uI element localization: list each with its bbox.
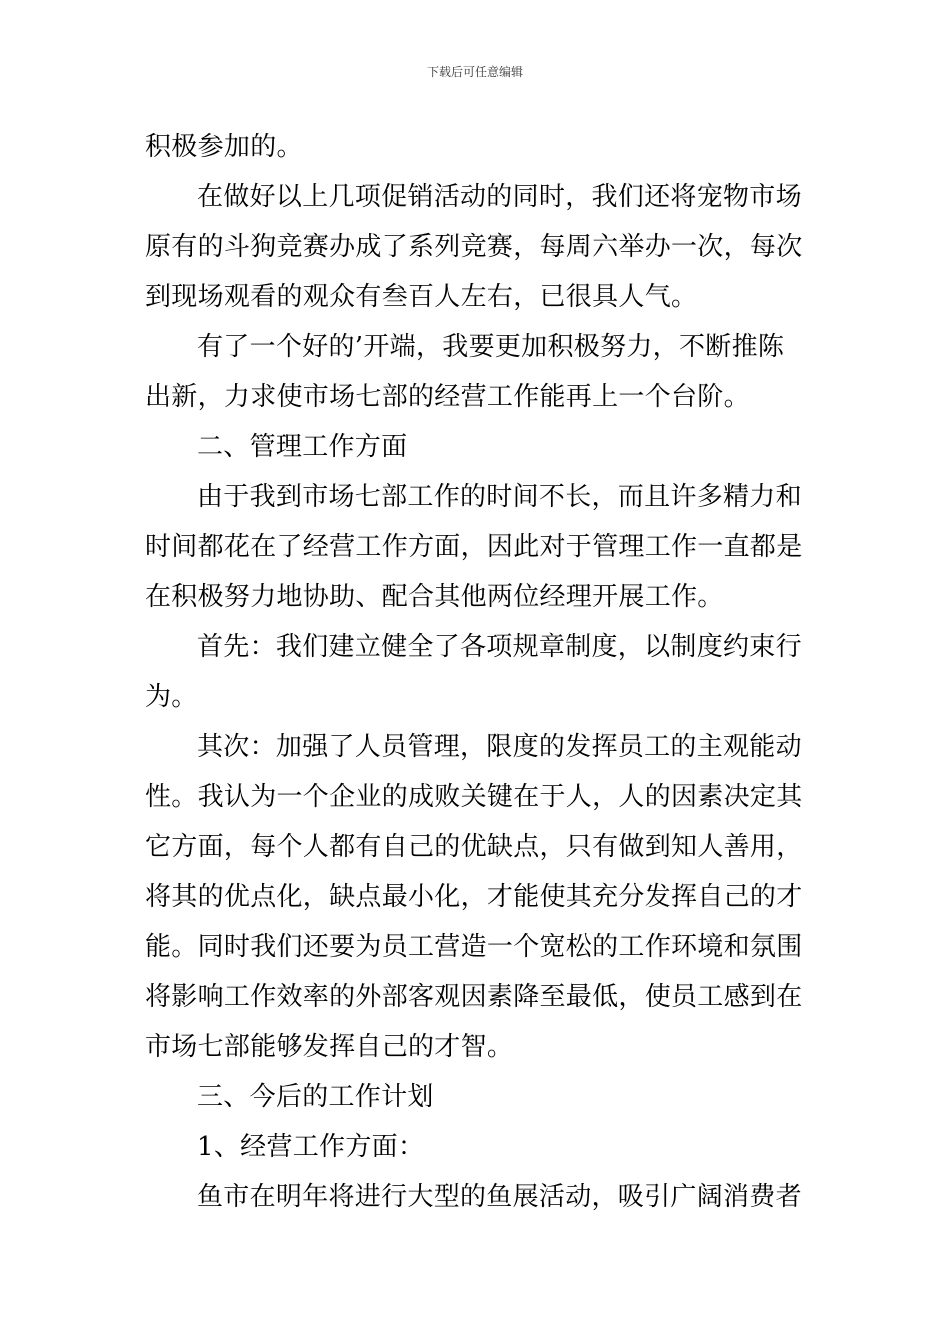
section-heading: 三、今后的工作计划 (197, 1082, 434, 1112)
page-header-note: 下载后可任意编辑 (426, 65, 523, 79)
text-line: 将其的优点化，缺点最小化，才能使其充分发挥自己的才 (145, 882, 803, 912)
text-line: 到现场观看的观众有叁百人左右，已很具人气。 (145, 282, 698, 312)
subsection-heading: 1、经营工作方面： (197, 1132, 425, 1162)
text-line: 在积极努力地协助、配合其他两位经理开展工作。 (145, 582, 724, 612)
text-line: 其次：加强了人员管理，限度的发挥员工的主观能动 (197, 732, 802, 762)
text-line: 由于我到市场七部工作的时间不长，而且许多精力和 (197, 482, 802, 512)
text-line: 它方面，每个人都有自己的优缺点，只有做到知人善用， (145, 832, 803, 862)
text-line: 时间都花在了经营工作方面，因此对于管理工作一直都是 (145, 532, 803, 562)
section-heading: 二、管理工作方面 (197, 432, 408, 462)
text-line: 性。我认为一个企业的成败关键在于人，人的因素决定其 (145, 782, 803, 812)
text-line: 首先：我们建立健全了各项规章制度，以制度约束行 (197, 632, 802, 662)
text-line: 原有的斗狗竞赛办成了系列竞赛，每周六举办一次，每次 (145, 232, 803, 262)
text-line: 在做好以上几项促销活动的同时，我们还将宠物市场 (197, 182, 802, 212)
text-line: 鱼市在明年将进行大型的鱼展活动，吸引广阔消费者 (197, 1182, 802, 1212)
text-line: 为。 (145, 682, 198, 712)
text-line: 将影响工作效率的外部客观因素降至最低，使员工感到在 (145, 982, 803, 1012)
text-line: 有了一个好的’开端，我要更加积极努力，不断推陈 (197, 332, 785, 362)
document-body (145, 122, 810, 1222)
text-line: 市场七部能够发挥自己的才智。 (145, 1032, 514, 1062)
text-line: 出新，力求使市场七部的经营工作能再上一个台阶。 (145, 382, 750, 412)
text-line: 能。同时我们还要为员工营造一个宽松的工作环境和氛围 (145, 932, 803, 962)
text-line: 积极参加的。 (145, 132, 303, 162)
